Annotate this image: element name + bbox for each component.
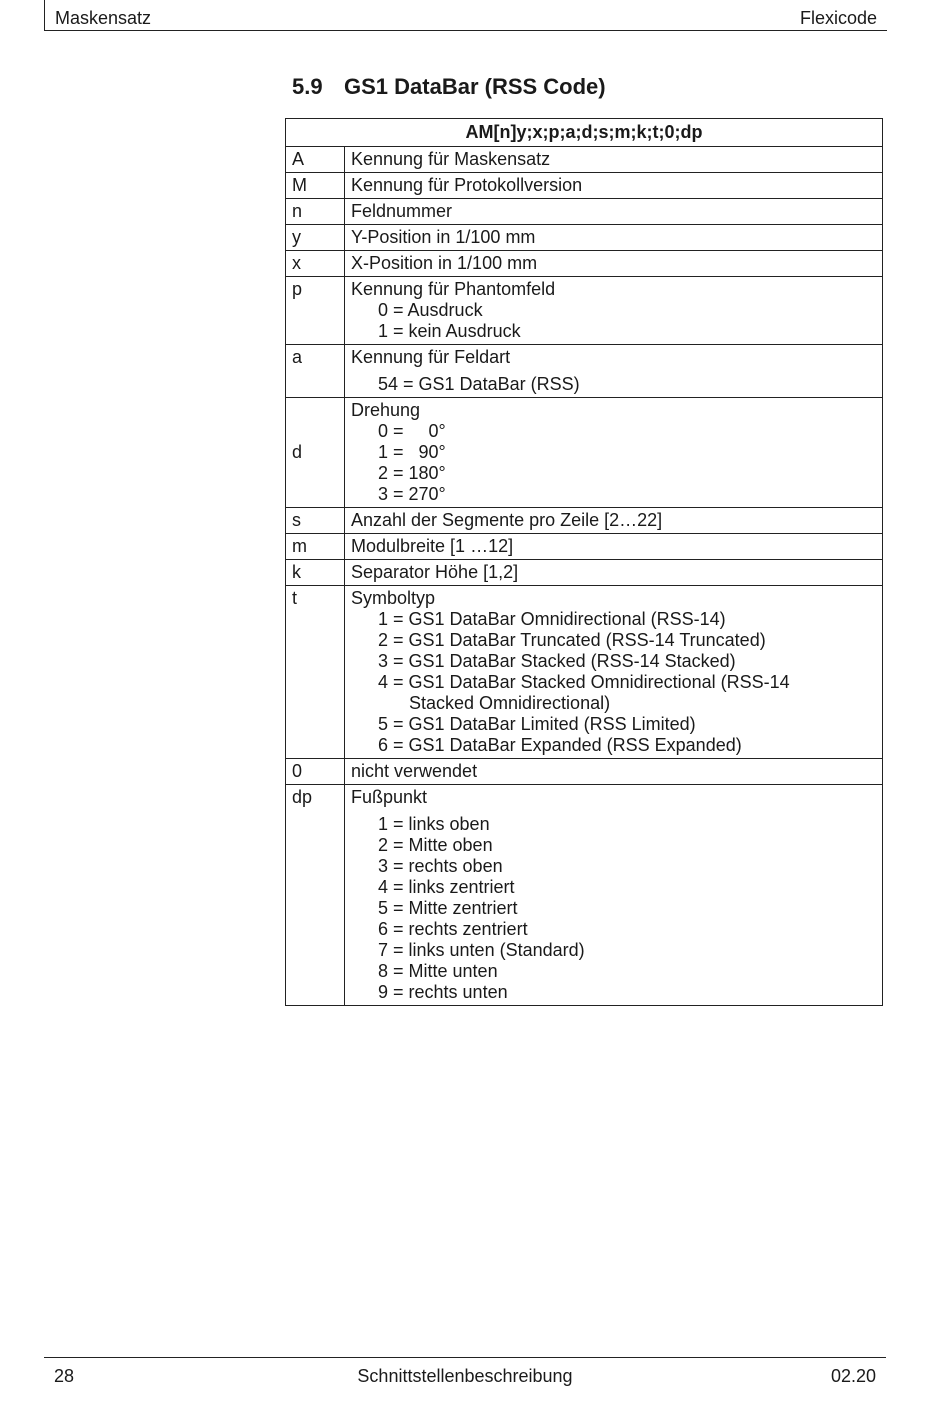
section-title: GS1 DataBar (RSS Code) bbox=[344, 74, 606, 99]
option-line: 2 = 180° bbox=[378, 463, 446, 483]
option-line: 1 = links oben bbox=[378, 814, 490, 834]
table-row bbox=[286, 785, 883, 1006]
option-line: 8 = Mitte unten bbox=[378, 961, 498, 981]
option-line: 1 = kein Ausdruck bbox=[378, 321, 521, 341]
table-row bbox=[286, 560, 883, 586]
option-line: 1 = GS1 DataBar Omnidirectional (RSS-14) bbox=[378, 609, 726, 629]
option-line: 2 = Mitte oben bbox=[378, 835, 493, 855]
header-chapter: Maskensatz bbox=[55, 8, 152, 28]
table-row bbox=[286, 251, 883, 277]
table-row bbox=[286, 345, 883, 398]
table-row bbox=[286, 534, 883, 560]
param-description: Kennung für Feldart bbox=[351, 347, 511, 367]
param-description: Separator Höhe [1,2] bbox=[345, 560, 883, 586]
param-key: x bbox=[286, 251, 345, 277]
section-heading bbox=[292, 74, 606, 100]
param-description-cell bbox=[345, 398, 883, 508]
document-title: Schnittstellenbeschreibung bbox=[357, 1366, 573, 1386]
option-line: 4 = GS1 DataBar Stacked Omnidirectional (RSS-14 bbox=[378, 672, 790, 692]
table-row bbox=[286, 173, 883, 199]
param-key: k bbox=[286, 560, 345, 586]
page-number: 28 bbox=[54, 1366, 75, 1386]
param-key: 0 bbox=[286, 759, 345, 785]
table-row bbox=[286, 398, 883, 508]
param-key: d bbox=[286, 398, 345, 508]
option-line: 5 = Mitte zentriert bbox=[378, 898, 518, 918]
document-date: 02.20 bbox=[830, 1366, 876, 1386]
param-key: a bbox=[286, 345, 345, 398]
option-line: 0 = 0° bbox=[378, 421, 446, 441]
param-description-cell bbox=[345, 586, 883, 759]
param-description: Modulbreite [1 …12] bbox=[345, 534, 883, 560]
param-key: m bbox=[286, 534, 345, 560]
param-key: p bbox=[286, 277, 345, 345]
option-line: 2 = GS1 DataBar Truncated (RSS-14 Truncated) bbox=[378, 630, 766, 650]
param-description-cell bbox=[345, 345, 883, 398]
param-description: Kennung für Phantomfeld bbox=[351, 279, 556, 299]
param-description: Y-Position in 1/100 mm bbox=[345, 225, 883, 251]
header-product: Flexicode bbox=[799, 8, 877, 28]
table-row bbox=[286, 586, 883, 759]
param-description: Kennung für Protokollversion bbox=[345, 173, 883, 199]
param-description: nicht verwendet bbox=[345, 759, 883, 785]
page-header bbox=[44, 0, 887, 31]
option-line: 3 = 270° bbox=[378, 484, 446, 504]
param-key: A bbox=[286, 147, 345, 173]
param-key: s bbox=[286, 508, 345, 534]
param-description-cell bbox=[345, 277, 883, 345]
option-line: 6 = rechts zentriert bbox=[378, 919, 528, 939]
param-description: Symboltyp bbox=[351, 588, 436, 608]
param-description-cell bbox=[345, 785, 883, 1006]
param-key: n bbox=[286, 199, 345, 225]
param-key: y bbox=[286, 225, 345, 251]
option-line: 5 = GS1 DataBar Limited (RSS Limited) bbox=[378, 714, 696, 734]
param-key: dp bbox=[286, 785, 345, 1006]
option-line: 3 = GS1 DataBar Stacked (RSS-14 Stacked) bbox=[378, 651, 736, 671]
table-row bbox=[286, 147, 883, 173]
parameter-table bbox=[285, 118, 883, 1006]
param-description: Feldnummer bbox=[345, 199, 883, 225]
param-key: t bbox=[286, 586, 345, 759]
option-line: 6 = GS1 DataBar Expanded (RSS Expanded) bbox=[378, 735, 742, 755]
option-line: 7 = links unten (Standard) bbox=[378, 940, 585, 960]
param-description: Fußpunkt bbox=[351, 787, 428, 807]
param-key: M bbox=[286, 173, 345, 199]
table-row bbox=[286, 199, 883, 225]
page-footer bbox=[44, 1357, 886, 1398]
param-description: X-Position in 1/100 mm bbox=[345, 251, 883, 277]
section-number: 5.9 bbox=[292, 74, 323, 99]
table-row bbox=[286, 759, 883, 785]
option-line: 0 = Ausdruck bbox=[378, 300, 483, 320]
option-line: 4 = links zentriert bbox=[378, 877, 515, 897]
command-syntax: AM[n]y;x;p;a;d;s;m;k;t;0;dp bbox=[286, 119, 883, 147]
table-row bbox=[286, 277, 883, 345]
option-line: 54 = GS1 DataBar (RSS) bbox=[378, 374, 580, 394]
option-line: 3 = rechts oben bbox=[378, 856, 503, 876]
option-line: 1 = 90° bbox=[378, 442, 446, 462]
option-line: 9 = rechts unten bbox=[378, 982, 508, 1002]
param-description: Kennung für Maskensatz bbox=[345, 147, 883, 173]
table-row bbox=[286, 225, 883, 251]
option-line-continuation: Stacked Omnidirectional) bbox=[409, 693, 611, 713]
table-row bbox=[286, 508, 883, 534]
param-description: Drehung bbox=[351, 400, 421, 420]
param-description: Anzahl der Segmente pro Zeile [2…22] bbox=[345, 508, 883, 534]
